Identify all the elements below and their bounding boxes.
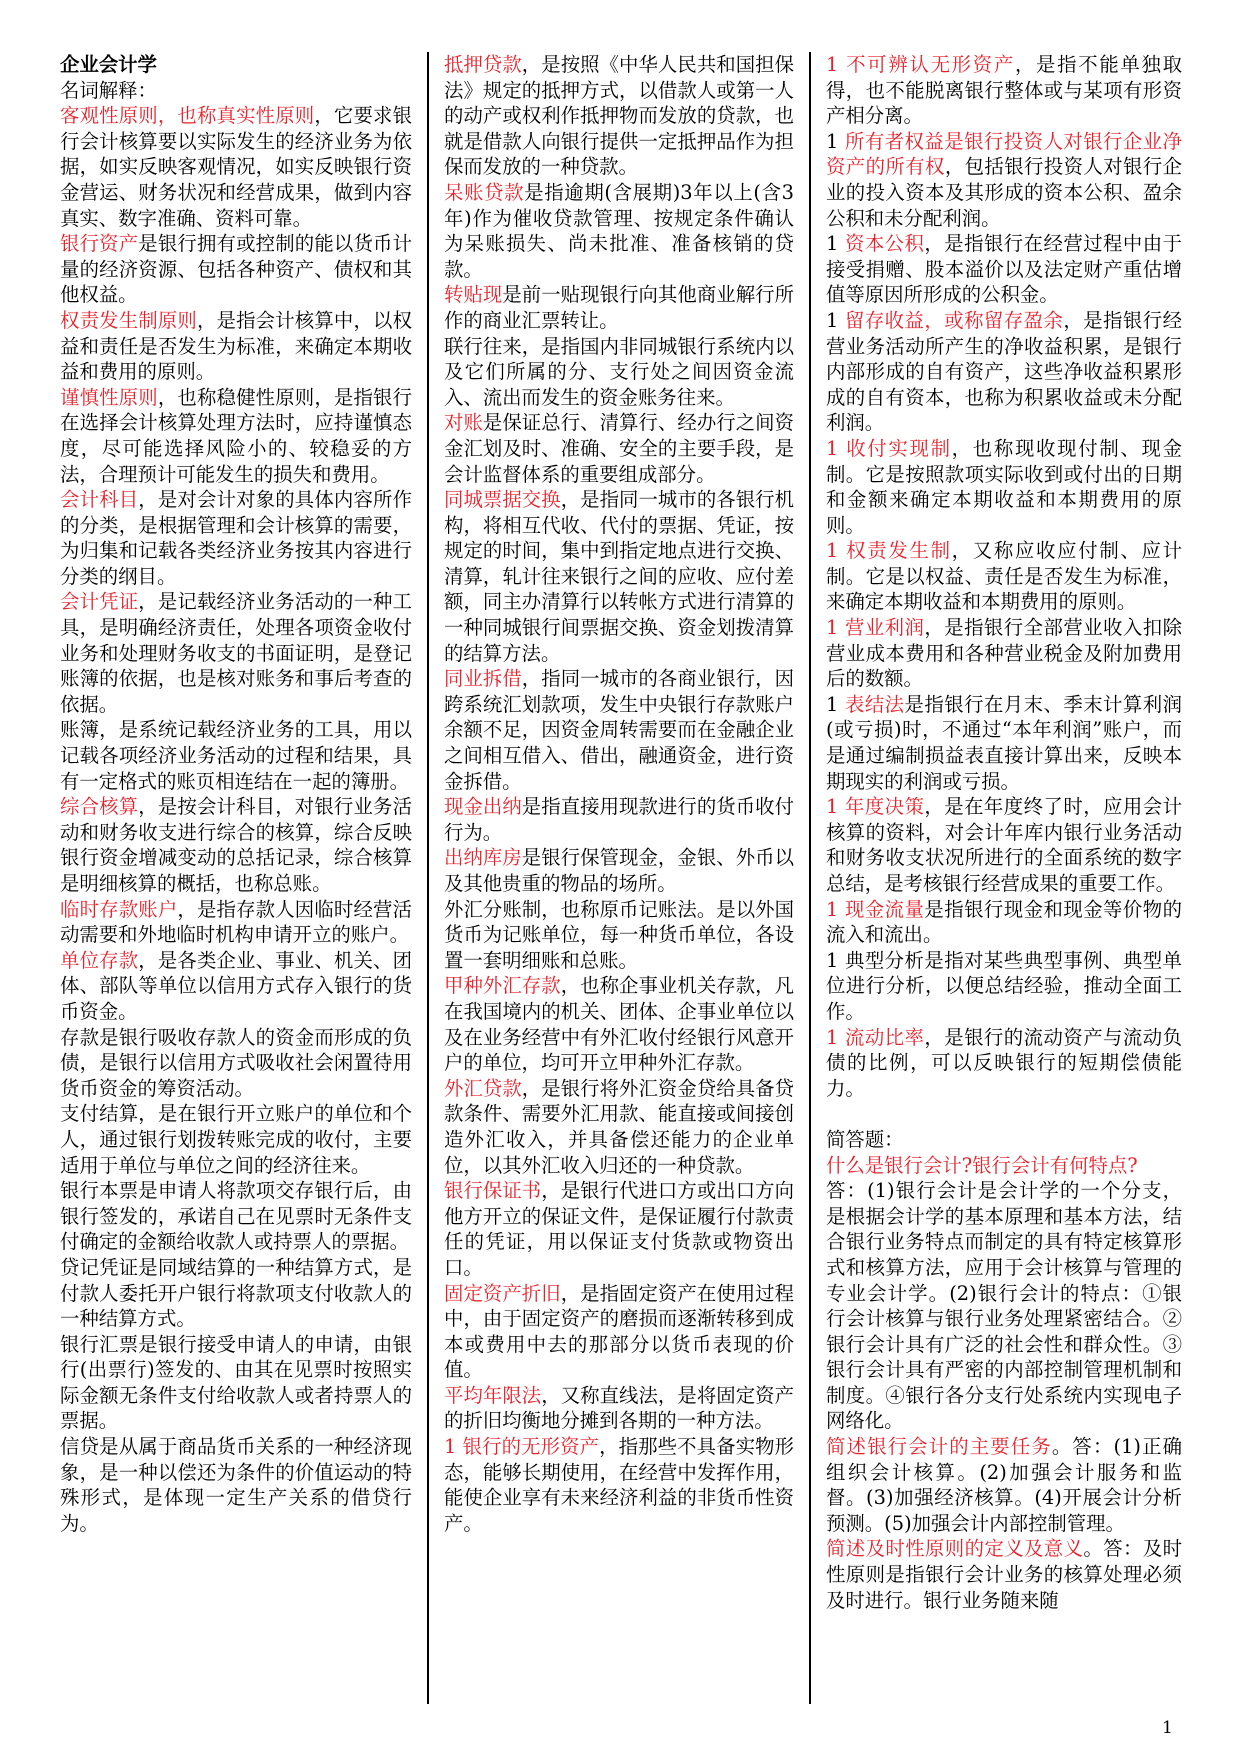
paragraph <box>444 282 794 333</box>
paragraph <box>60 897 412 948</box>
term-highlight: 客观性原则，也称真实性原则 <box>60 104 315 128</box>
term-highlight: 简述及时性原则的定义及意义 <box>826 1537 1084 1561</box>
paragraph <box>60 103 412 231</box>
paragraph <box>826 615 1182 692</box>
paragraph-text: 银行本票是申请人将款项交存银行后，由银行签发的，承诺自己在见票时无条件支付确定的金额给收款人或持票人的票据。 <box>60 1179 412 1254</box>
paragraph <box>444 1281 794 1383</box>
paragraph-text: 贷记凭证是同域结算的一种结算方式，是付款人委托开户银行将款项支付收款人的一种结算方式。 <box>60 1255 412 1331</box>
paragraph <box>826 1153 1182 1179</box>
paragraph <box>826 538 1182 615</box>
term-highlight: 对账 <box>444 411 483 435</box>
paragraph <box>826 1434 1182 1536</box>
paragraph <box>826 308 1182 436</box>
term-prefix: 1 <box>826 692 845 716</box>
document-title <box>60 52 412 78</box>
term-highlight: 同业拆借 <box>444 667 522 691</box>
term-prefix: 1 <box>826 232 845 256</box>
paragraph-text: 。答：(1)正确组织会计核算。(2)加强会计服务和监督。(3)加强经济核算。(4)开展会计分析预测。(5)加强会计内部控制管理。 <box>826 1435 1182 1535</box>
paragraph <box>444 1076 794 1178</box>
paragraph <box>444 1383 794 1434</box>
paragraph-text: 企业会计学 <box>60 53 157 76</box>
paragraph-text: 银行汇票是银行接受申请人的申请，由银行(出票行)签发的、由其在见票时按照实际金额无条件支付给收款人或者持票人的票据。 <box>60 1332 412 1433</box>
paragraph-text: 答：(1)银行会计是会计学的一个分支，是根据会计学的基本原理和基本方法，结合银行业务特点而制定的具有特定核算形式和核算方法，应用于会计核算与管理的专业会计学。(2)银行会计的特点：①银行会计核算与银行业务处理紧密结合。②银行会计具有广泛的社会性和群众性。③银行会计具有严密的内部控制管理机制和制度。④银行各分支行处系统内实现电子网络化。 <box>826 1179 1182 1433</box>
term-highlight: 资本公积 <box>844 232 925 256</box>
paragraph-text: ，又称直线法，是将固定资产的折旧均衡地分摊到各期的一种方法。 <box>444 1383 794 1433</box>
paragraph-text: ，是指银行全部营业收入扣除营业成本费用和各种营业税金及附加费用后的数额。 <box>826 616 1182 691</box>
paragraph-text: ，是按照《中华人民共和国担保法》规定的抵押方式，以借款人或第一人的动产或权利作抵押物而发放的贷款，也就是借款人向银行提供一定抵押品作为担保而发放的一种贷款。 <box>444 53 794 179</box>
term-highlight: 简述银行会计的主要任务 <box>826 1435 1052 1459</box>
paragraph-text: ，又称应收应付制、应计制。它是以权益、责任是否发生为标准，来确定本期收益和本期费用的原则。 <box>826 539 1182 614</box>
paragraph <box>826 129 1182 231</box>
paragraph <box>60 487 412 589</box>
paragraph-text: ，是指银行在经营过程中由于接受捐赠、股本溢价以及法定财产重估增值等原因所形成的公积金。 <box>826 232 1182 307</box>
paragraph <box>826 948 1182 1025</box>
paragraph <box>444 180 794 282</box>
paragraph-text: 是指逾期(含展期)3年以上(含3年)作为催收贷款管理、按规定条件确认为呆账损失、尚未批准、准备核销的贷款。 <box>444 180 794 281</box>
paragraph <box>826 52 1182 129</box>
paragraph <box>60 1332 412 1434</box>
paragraph-text: ，包括银行投资人对银行企业的投入资本及其形成的资本公积、盈余公积和未分配利润。 <box>826 155 1182 230</box>
paragraph <box>60 717 412 794</box>
term-highlight: 单位存款 <box>60 948 139 972</box>
term-prefix: 1 <box>826 129 845 153</box>
term-highlight: 1 收付实现制 <box>826 436 952 460</box>
term-highlight: 呆账贷款 <box>444 180 525 204</box>
term-highlight: 同城票据交换 <box>444 488 561 512</box>
term-highlight: 谨慎性原则 <box>60 385 158 409</box>
paragraph <box>826 1025 1182 1102</box>
term-highlight: 平均年限法 <box>444 1383 542 1407</box>
paragraph <box>444 1434 794 1536</box>
paragraph-text: 名词解释： <box>60 78 157 102</box>
paragraph <box>444 845 794 896</box>
term-highlight: 综合核算 <box>60 795 139 819</box>
term-highlight: 转贴现 <box>444 283 503 307</box>
blank-line <box>826 1101 1182 1127</box>
paragraph-text: 是指银行在月末、季末计算利润(或亏损)时，不通过“本年利润”账户，而是通过编制损益表直接计算出来，反映本期现实的利润或亏损。 <box>826 692 1182 793</box>
term-highlight: 权责发生制原则 <box>60 308 197 332</box>
paragraph-text: 存款是银行吸收存款人的资金而形成的负债，是银行以信用方式吸收社会闲置待用货币资金的筹资活动。 <box>60 1025 412 1100</box>
paragraph-text: ，指那些不具备实物形态，能够长期使用，在经营中发挥作用，能使企业享有未来经济利益的非货币性资产。 <box>444 1435 794 1535</box>
term-prefix: 1 <box>826 308 845 332</box>
paragraph-text: 。答：及时性原则是指银行会计业务的核算处理必须及时进行。银行业务随来随 <box>826 1537 1182 1612</box>
paragraph-text: 是银行拥有或控制的能以货币计量的经济资源、包括各种资产、债权和其他权益。 <box>60 232 412 307</box>
paragraph-text: ，是指会计核算中，以权益和责任是否发生为标准，来确定本期收益和费用的原则。 <box>60 308 412 384</box>
paragraph <box>60 78 412 104</box>
term-highlight: 1 流动比率 <box>826 1025 925 1049</box>
paragraph <box>60 231 412 308</box>
term-highlight: 什么是银行会计?银行会计有何特点? <box>826 1153 1138 1177</box>
paragraph <box>444 666 794 794</box>
paragraph <box>826 231 1182 308</box>
paragraph-text: ，是在年度终了时，应用会计核算的资料，对会计年库内银行业务活动和财务收支状况所进行的全面系统的数字总结，是考核银行经营成果的重要工作。 <box>826 795 1182 895</box>
paragraph <box>60 1434 412 1536</box>
paragraph-text: 是保证总行、清算行、经办行之间资金汇划及时、准确、安全的主要手段，是会计监督体系的重要组成部分。 <box>444 411 794 486</box>
paragraph <box>826 897 1182 948</box>
paragraph-text: ，指同一城市的各商业银行，因跨系统汇划款项，发生中央银行存款账户余额不足，因资金周转需要而在金融企业之间相互借入、借出，融通资金，进行资金拆借。 <box>444 667 794 793</box>
term-highlight: 临时存款账户 <box>60 897 178 921</box>
term-highlight: 表结法 <box>844 692 905 716</box>
term-highlight: 银行资产 <box>60 232 139 256</box>
paragraph-text: 简答题： <box>826 1127 904 1151</box>
paragraph-text: 信贷是从属于商品货币关系的一种经济现象，是一种以偿还为条件的价值运动的特殊形式，是体现一定生产关系的借贷行为。 <box>60 1435 412 1535</box>
term-highlight: 现金出纳 <box>444 795 522 819</box>
paragraph <box>444 52 794 180</box>
paragraph-text: ，是指存款人因临时经营活动需要和外地临时机构申请开立的账户。 <box>60 897 412 947</box>
term-highlight: 1 不可辨认无形资产 <box>826 53 1015 76</box>
term-highlight: 银行保证书 <box>444 1179 542 1203</box>
term-highlight: 固定资产折旧 <box>444 1281 561 1305</box>
column-divider-1 <box>427 52 429 1704</box>
paragraph <box>444 897 794 974</box>
term-highlight: 会计凭证 <box>60 590 139 614</box>
paragraph <box>60 308 412 385</box>
paragraph-text: ，是记载经济业务活动的一种工具，是明确经济责任，处理各项资金收付业务和处理财务收支的书面证明，是登记账簿的依据，也是核对账务和事后考查的依据。 <box>60 590 412 716</box>
paragraph <box>826 1178 1182 1434</box>
column-1 <box>60 52 412 1692</box>
paragraph <box>826 1536 1182 1613</box>
paragraph-text: ，是指不能单独取得，也不能脱离银行整体或与某项有形资产相分离。 <box>826 53 1182 128</box>
term-highlight: 1 年度决策 <box>826 795 925 819</box>
paragraph-text: ，是银行代进口方或出口方向他方开立的保证文件，是保证履行付款责任的凭证，用以保证支付货款或物资出口。 <box>444 1179 794 1279</box>
paragraph <box>444 973 794 1075</box>
paragraph-text: ，是指固定资产在使用过程中，由于固定资产的磨损而逐渐转移到成本或费用中去的那部分以货币表现的价值。 <box>444 1281 794 1382</box>
term-highlight: 外汇贷款 <box>444 1076 522 1100</box>
paragraph-text: ，是指同一城市的各银行机构，将相互代收、代付的票据、凭证，按规定的时间，集中到指定地点进行交换、清算，轧计往来银行之间的应收、应付差额，同主办清算行以转帐方式进行清算的一种同城银行间票据交换、资金划拨清算的结算方法。 <box>444 488 794 665</box>
paragraph-text: 是指银行现金和现金等价物的流入和流出。 <box>826 897 1182 947</box>
paragraph <box>826 436 1182 538</box>
paragraph <box>60 1025 412 1102</box>
paragraph <box>444 794 794 845</box>
paragraph-text: ，是各类企业、事业、机关、团体、部队等单位以信用方式存入银行的货币资金。 <box>60 948 412 1023</box>
paragraph <box>60 1255 412 1332</box>
paragraph-text: 外汇分账制，也称原币记账法。是以外国货币为记账单位，每一种货币单位，各设置一套明细账和总账。 <box>444 897 794 972</box>
paragraph <box>60 589 412 717</box>
page-number: 1 <box>1162 1718 1173 1738</box>
paragraph-text: 联行往来，是指国内非同城银行系统内以及它们所属的分、支行处之间因资金流入、流出而发生的资金账务往来。 <box>444 334 794 409</box>
term-highlight: 留存收益，或称留存盈余 <box>844 308 1064 332</box>
term-highlight: 所有者权益是银行投资人对银行企业净资产的所有权 <box>826 129 1182 179</box>
paragraph <box>826 794 1182 896</box>
paragraph-text: 是前一贴现银行向其他商业解行所作的商业汇票转让。 <box>444 283 794 332</box>
term-highlight: 1 银行的无形资产 <box>444 1435 600 1459</box>
paragraph <box>826 1127 1182 1153</box>
paragraph <box>444 410 794 487</box>
term-highlight: 出纳库房 <box>444 846 522 870</box>
column-3 <box>826 52 1182 1692</box>
paragraph-text: ，是银行的流动资产与流动负债的比例，可以反映银行的短期偿债能力。 <box>826 1025 1182 1100</box>
paragraph-text: 是指直接用现款进行的货币收付行为。 <box>444 795 794 844</box>
paragraph <box>60 948 412 1025</box>
paragraph-text: ，是对会计对象的具体内容所作的分类，是根据管理和会计核算的需要，为归集和记载各类经济业务按其内容进行分类的纲目。 <box>60 488 412 588</box>
paragraph <box>60 385 412 487</box>
term-highlight: 1 现金流量 <box>826 897 925 921</box>
paragraph <box>60 1101 412 1178</box>
term-highlight: 甲种外汇存款 <box>444 974 561 998</box>
paragraph <box>444 1178 794 1280</box>
paragraph <box>60 1178 412 1255</box>
paragraph-text: ，也称企事业机关存款，凡在我国境内的机关、团体、企事业单位以及在业务经营中有外汇收付经银行风意开户的单位，均可开立甲种外汇存款。 <box>444 974 794 1075</box>
paragraph-text: ，是银行将外汇资金贷给具备贷款条件、需要外汇用款、能直接或间接创造外汇收入，并具备偿还能力的企业单位，以其外汇收入归还的一种贷款。 <box>444 1076 794 1177</box>
paragraph <box>444 334 794 411</box>
paragraph-text: 账簿，是系统记载经济业务的工具，用以记载各项经济业务活动的过程和结果，具有一定格式的账页相连结在一起的簿册。 <box>60 718 412 793</box>
column-2 <box>444 52 794 1692</box>
paragraph-text: 1 典型分析是指对某些典型事例、典型单位进行分析，以便总结经验，推动全面工作。 <box>826 948 1182 1023</box>
term-highlight: 1 权责发生制 <box>826 539 952 563</box>
paragraph <box>826 692 1182 794</box>
paragraph-text: ，它要求银行会计核算要以实际发生的经济业务为依据，如实反映客观情况，如实反映银行资金营运、财务状况和经营成果，做到内容真实、数字准确、资料可靠。 <box>60 104 412 230</box>
term-highlight: 抵押贷款 <box>444 53 522 76</box>
paragraph-text: 是银行保管现金，金银、外币以及其他贵重的物品的场所。 <box>444 846 794 895</box>
paragraph <box>444 487 794 666</box>
term-highlight: 1 营业利润 <box>826 616 925 640</box>
column-divider-2 <box>809 52 811 1704</box>
paragraph-text: ，也称稳健性原则，是指银行在选择会计核算处理方法时，应持谨慎态度，尽可能选择风险小的、较稳妥的方法，合理预计可能发生的损失和费用。 <box>60 385 412 486</box>
paragraph <box>60 794 412 896</box>
paragraph-text: ，是按会计科目，对银行业务活动和财务收支进行综合的核算，综合反映银行资金增减变动的总括记录，综合核算是明细核算的概括，也称总账。 <box>60 795 412 895</box>
paragraph-text: 支付结算，是在银行开立账户的单位和个人，通过银行划拨转账完成的收付，主要适用于单位与单位之间的经济往来。 <box>60 1102 412 1177</box>
paragraph-text: ，是指银行经营业务活动所产生的净收益积累，是银行内部形成的自有资产，这些净收益积累形成的自有资本，也称为积累收益或未分配利润。 <box>826 308 1182 435</box>
paragraph-text: ，也称现收现付制、现金制。它是按照款项实际收到或付出的日期和金额来确定本期收益和本期费用的原则。 <box>826 436 1182 537</box>
term-highlight: 会计科目 <box>60 488 139 512</box>
